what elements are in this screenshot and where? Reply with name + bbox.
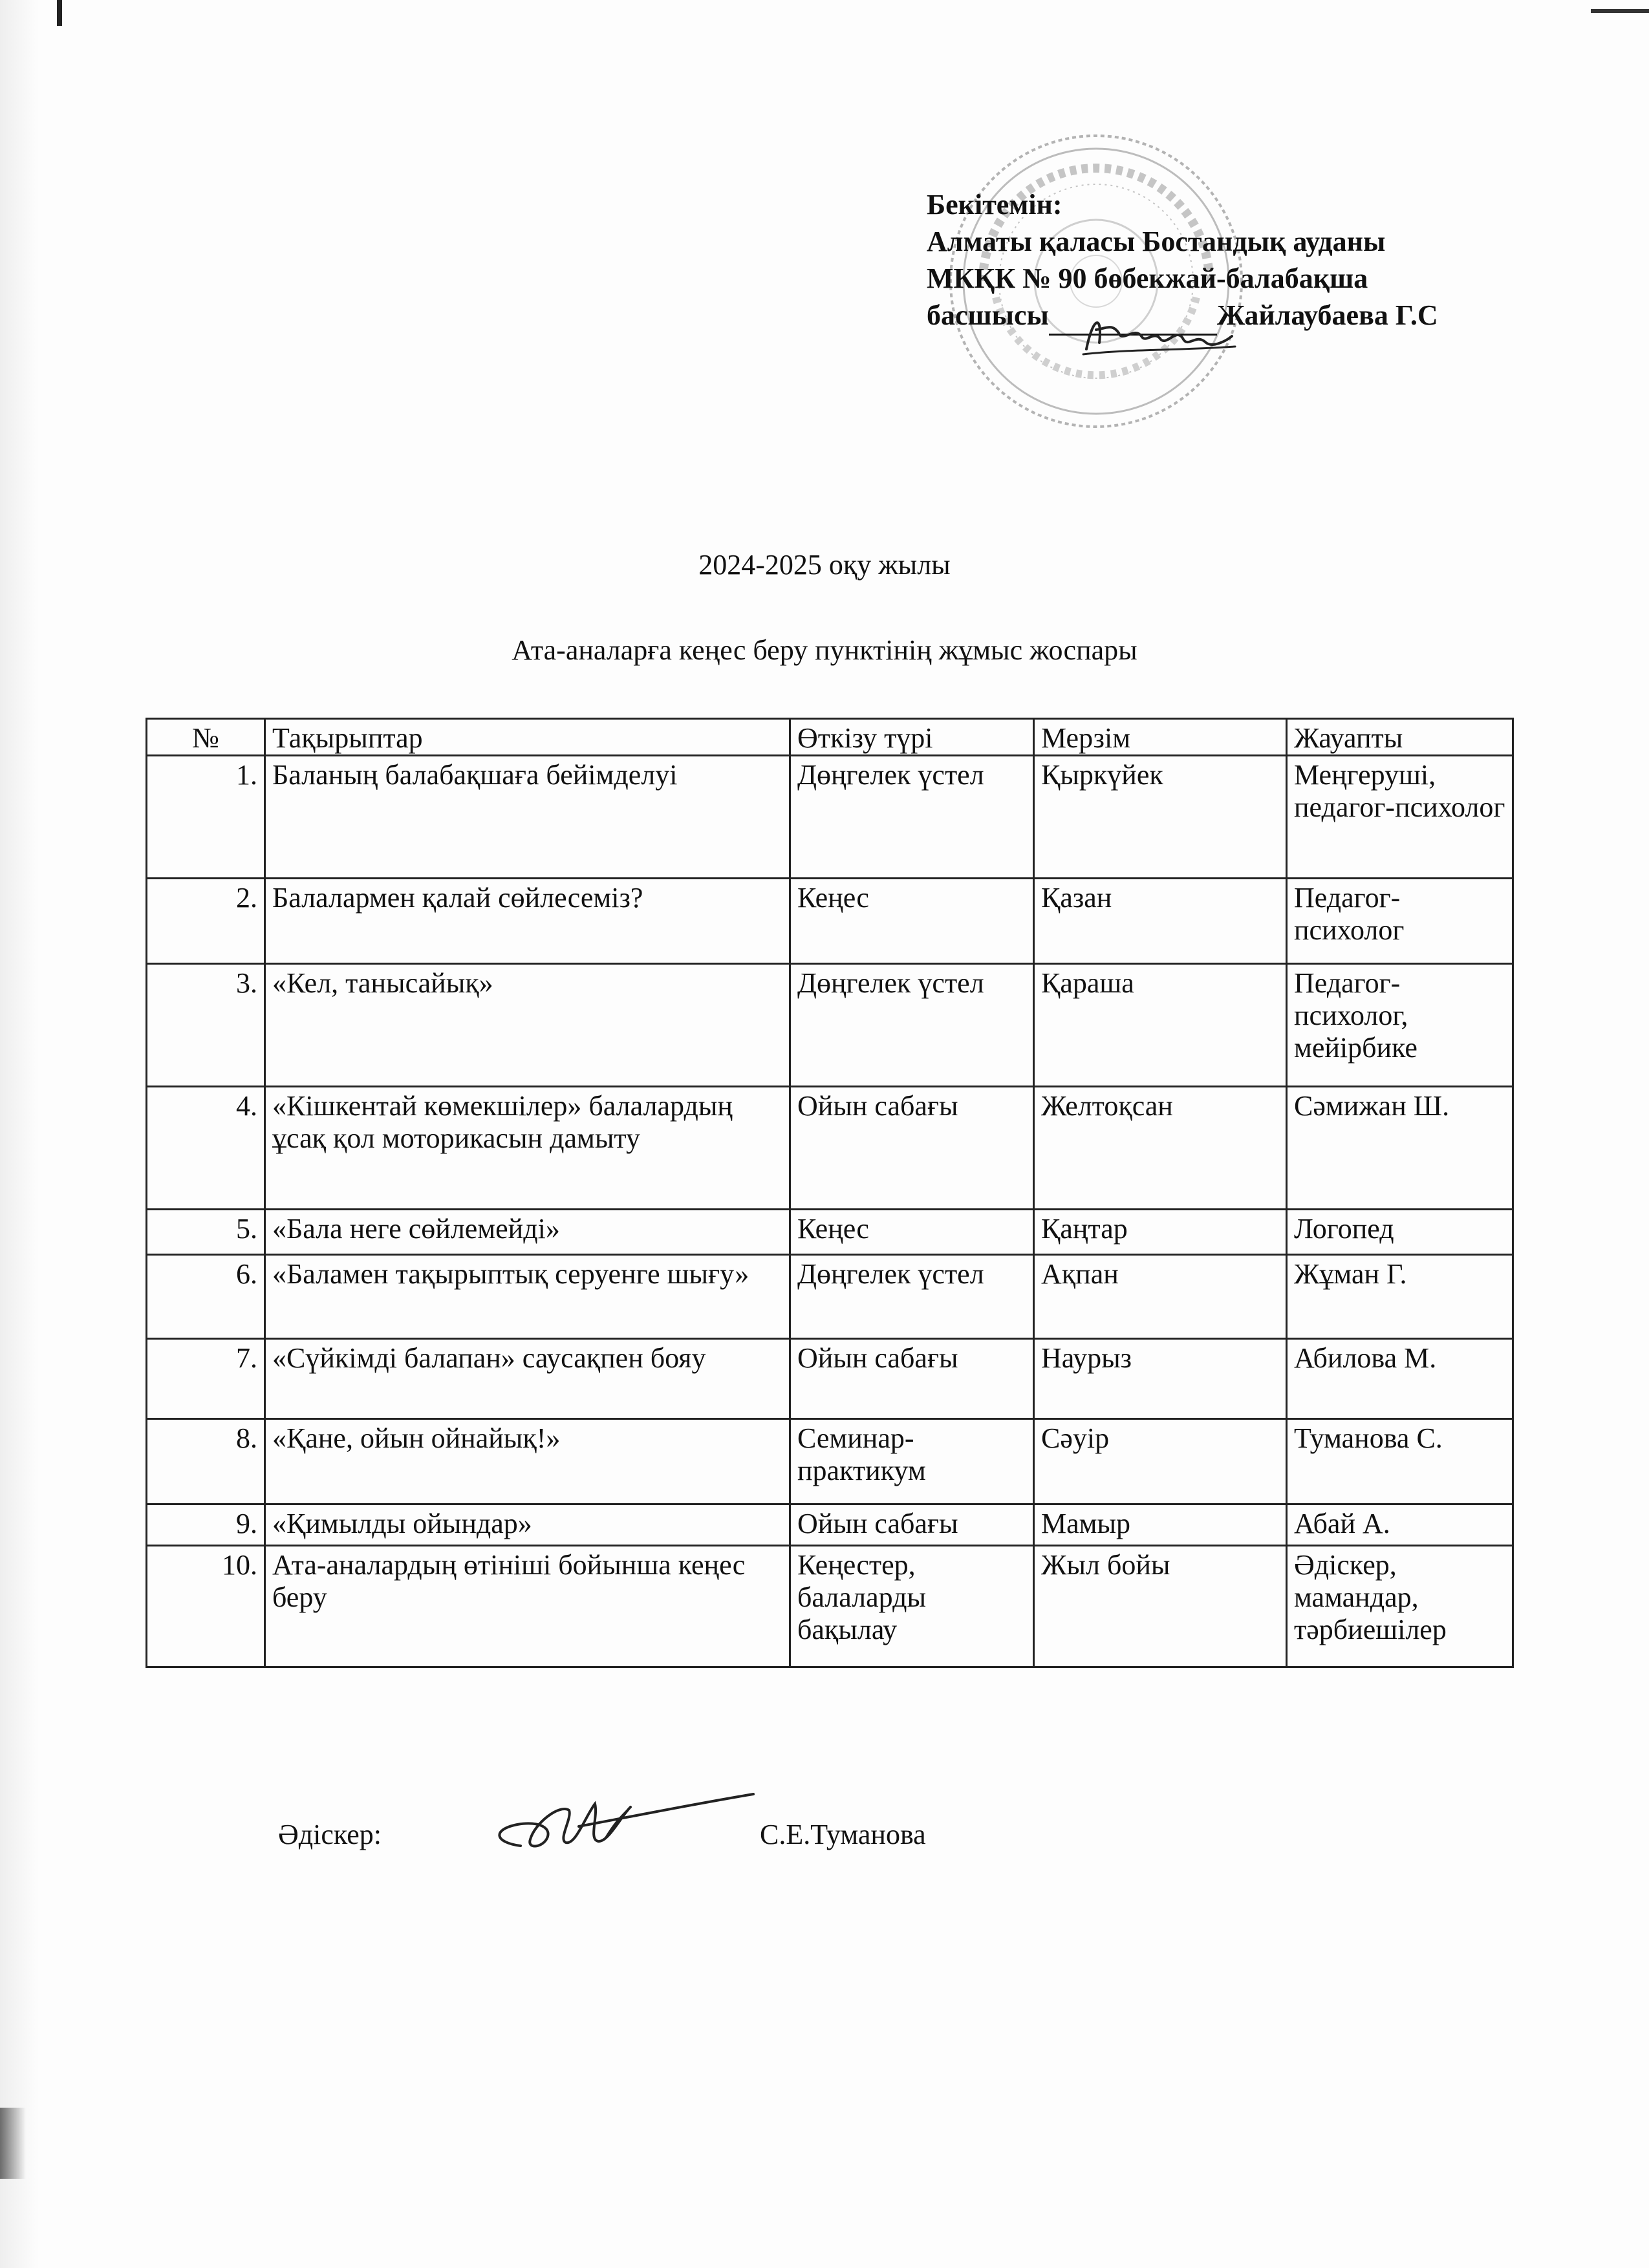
row-date: Наурыз	[1034, 1339, 1287, 1419]
table-row	[147, 1546, 1513, 1667]
methodologist-signature-block	[278, 1817, 1248, 1894]
row-topic: «Кішкентай көмекшілер» балалардың ұсақ қол моторикасын дамыту	[265, 1087, 790, 1210]
row-format: Дөңгелек үстел	[790, 1255, 1034, 1339]
methodologist-signature	[482, 1778, 766, 1868]
row-number: 4.	[147, 1087, 265, 1210]
row-date: Қаңтар	[1034, 1210, 1287, 1255]
scan-mark-top-right	[1591, 9, 1649, 13]
row-date: Желтоқсан	[1034, 1087, 1287, 1210]
row-topic: «Қане, ойын ойнайық!»	[265, 1419, 790, 1504]
table-row	[147, 879, 1513, 964]
document-title-main: Ата-аналарға кеңес беру пунктінің жұмыс жоспары	[512, 634, 1137, 666]
consultation-plan-table	[146, 718, 1514, 1668]
approval-head-name: Жайлаубаева Г.С	[1216, 299, 1438, 331]
row-topic: «Сүйкімді балапан» саусақпен бояу	[265, 1339, 790, 1419]
row-responsible: Абилова М.	[1287, 1339, 1513, 1419]
table-row	[147, 1210, 1513, 1255]
table-row	[147, 1339, 1513, 1419]
row-format: Ойын сабағы	[790, 1504, 1034, 1546]
row-topic: Ата-аналардың өтініші бойынша кеңес беру	[265, 1546, 790, 1667]
approval-line-district: Алматы қаласы Бостандық ауданы	[927, 226, 1386, 257]
scan-mark-top-left	[57, 0, 62, 26]
row-format: Кеңес	[790, 879, 1034, 964]
row-topic: «Кел, танысайық»	[265, 964, 790, 1087]
table-row	[147, 756, 1513, 879]
row-responsible: Сәмижан Ш.	[1287, 1087, 1513, 1210]
row-date: Сәуір	[1034, 1419, 1287, 1504]
row-number: 9.	[147, 1504, 265, 1546]
row-topic: «Бала неге сөйлемейді»	[265, 1210, 790, 1255]
row-responsible: Жұман Г.	[1287, 1255, 1513, 1339]
header-topics: Тақырыптар	[265, 719, 790, 756]
header-number: №	[147, 719, 265, 756]
header-format: Өткізу түрі	[790, 719, 1034, 756]
row-date: Мамыр	[1034, 1504, 1287, 1546]
row-number: 3.	[147, 964, 265, 1087]
row-responsible: Педагог-психолог, мейірбике	[1287, 964, 1513, 1087]
row-number: 5.	[147, 1210, 265, 1255]
row-responsible: Логопед	[1287, 1210, 1513, 1255]
row-format: Ойын сабағы	[790, 1087, 1034, 1210]
row-topic: Баланың балабақшаға бейімделуі	[265, 756, 790, 879]
scan-mark-bottom-left	[0, 2108, 26, 2179]
approval-line-institution: МКҚК № 90 бөбекжай-балабақша	[927, 262, 1368, 294]
row-responsible: Әдіскер, мамандар, тәрбиешілер	[1287, 1546, 1513, 1667]
scan-edge-shadow	[0, 0, 39, 2268]
row-number: 7.	[147, 1339, 265, 1419]
row-date: Қараша	[1034, 964, 1287, 1087]
row-number: 10.	[147, 1546, 265, 1667]
table-row	[147, 1087, 1513, 1210]
approval-line-approve: Бекітемін:	[927, 189, 1062, 220]
table-row	[147, 1419, 1513, 1504]
row-date: Қазан	[1034, 879, 1287, 964]
methodologist-name: С.Е.Туманова	[760, 1819, 926, 1850]
table-header-row	[147, 719, 1513, 756]
header-date: Мерзім	[1034, 719, 1287, 756]
row-topic: «Баламен тақырыптық серуенге шығу»	[265, 1255, 790, 1339]
row-responsible: Абай А.	[1287, 1504, 1513, 1546]
row-number: 8.	[147, 1419, 265, 1504]
header-responsible: Жауапты	[1287, 719, 1513, 756]
row-format: Дөңгелек үстел	[790, 964, 1034, 1087]
row-format: Ойын сабағы	[790, 1339, 1034, 1419]
methodologist-label: Әдіскер:	[278, 1819, 382, 1850]
row-number: 1.	[147, 756, 265, 879]
approval-head-label: басшысы	[927, 299, 1049, 331]
row-number: 2.	[147, 879, 265, 964]
row-format: Семинар-практикум	[790, 1419, 1034, 1504]
row-date: Қыркүйек	[1034, 756, 1287, 879]
row-responsible: Туманова С.	[1287, 1419, 1513, 1504]
row-date: Жыл бойы	[1034, 1546, 1287, 1667]
row-number: 6.	[147, 1255, 265, 1339]
table-row	[147, 964, 1513, 1087]
director-signature	[1073, 304, 1242, 362]
row-topic: Балалармен қалай сөйлесеміз?	[265, 879, 790, 964]
table-row	[147, 1504, 1513, 1546]
table-row	[147, 1255, 1513, 1339]
row-responsible: Педагог-психолог	[1287, 879, 1513, 964]
row-responsible: Меңгеруші, педагог-психолог	[1287, 756, 1513, 879]
row-date: Ақпан	[1034, 1255, 1287, 1339]
row-format: Кеңестер, балаларды бақылау	[790, 1546, 1034, 1667]
document-title-year: 2024-2025 оқу жылы	[698, 549, 951, 581]
row-format: Дөңгелек үстел	[790, 756, 1034, 879]
row-topic: «Қимылды ойындар»	[265, 1504, 790, 1546]
row-format: Кеңес	[790, 1210, 1034, 1255]
